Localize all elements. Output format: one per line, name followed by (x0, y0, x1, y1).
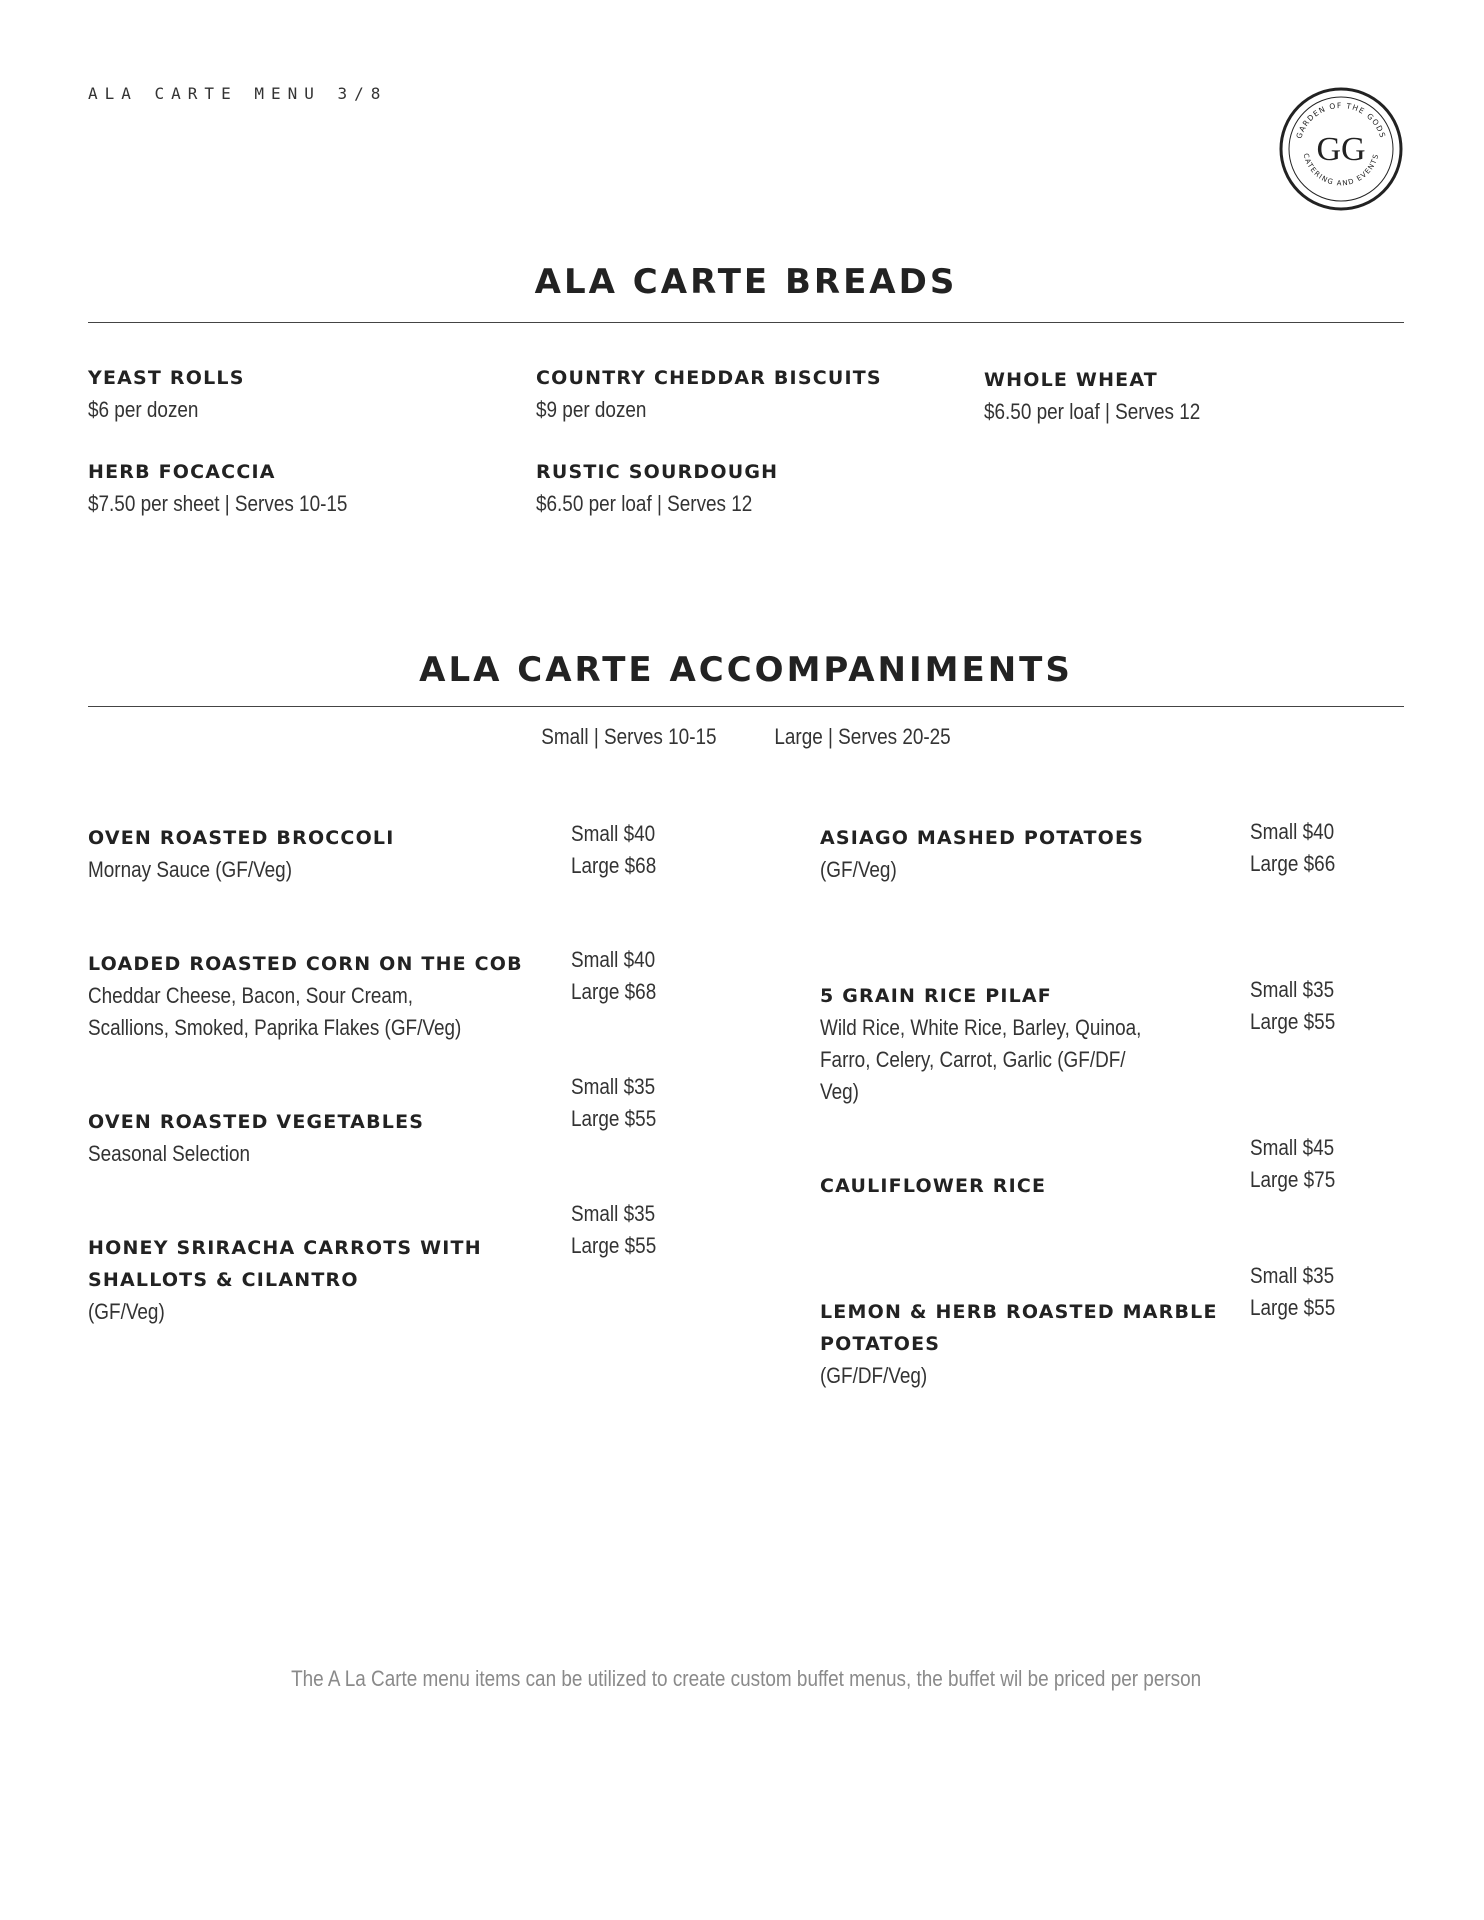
item-name: LEMON & HERB ROASTED MARBLE (820, 1301, 1218, 1323)
item-prices (571, 944, 670, 1008)
item-name: POTATOES (820, 1333, 941, 1355)
bread-item (88, 362, 245, 426)
menu-item (88, 1232, 482, 1328)
logo-ring-top: GARDEN OF THE GODS (1294, 100, 1388, 140)
page-label: ALA CARTE MENU 3/8 (88, 84, 388, 103)
price-large: Large $55 (1250, 1295, 1336, 1320)
footer-note-text: The A La Carte menu items can be utilized to create custom buffet menus, the buffet wil be priced per person (290, 1666, 1202, 1691)
item-desc: (GF/Veg) (88, 1299, 165, 1324)
price-small: Small $35 (571, 1201, 656, 1226)
breads-title: ALA CARTE BREADS (534, 262, 958, 302)
item-name: 5 GRAIN RICE PILAF (820, 985, 1052, 1007)
item-name: CAULIFLOWER RICE (820, 1175, 1047, 1197)
bread-price: $6.50 per loaf | Serves 12 (536, 491, 753, 516)
bread-item (984, 364, 1236, 428)
size-small-note: Small | Serves 10-15 (540, 724, 717, 749)
item-prices (571, 1071, 670, 1135)
logo-seal-icon (1278, 86, 1404, 212)
bread-name: HERB FOCACCIA (88, 461, 276, 483)
menu-item (820, 1296, 1218, 1392)
bread-name: RUSTIC SOURDOUGH (536, 461, 779, 483)
item-desc: Seasonal Selection (88, 1141, 250, 1166)
item-name: ASIAGO MASHED POTATOES (820, 827, 1145, 849)
price-large: Large $66 (1250, 851, 1336, 876)
price-large: Large $68 (571, 853, 657, 878)
item-name: LOADED ROASTED CORN ON THE COB (88, 953, 523, 975)
price-large: Large $55 (571, 1233, 657, 1258)
menu-item (88, 822, 395, 886)
item-name: OVEN ROASTED BROCCOLI (88, 827, 395, 849)
bread-item (88, 456, 390, 520)
price-small: Small $40 (571, 947, 656, 972)
breads-divider (88, 322, 1404, 323)
bread-name: WHOLE WHEAT (984, 369, 1158, 391)
price-small: Small $40 (1250, 819, 1335, 844)
price-large: Large $75 (1250, 1167, 1336, 1192)
bread-name: COUNTRY CHEDDAR BISCUITS (536, 367, 882, 389)
item-desc: Scallions, Smoked, Paprika Flakes (GF/Veg) (88, 1015, 462, 1040)
item-desc: Mornay Sauce (GF/Veg) (88, 857, 293, 882)
item-prices (1250, 1260, 1349, 1324)
item-prices (571, 1198, 670, 1262)
price-large: Large $68 (571, 979, 657, 1004)
menu-item (820, 980, 1194, 1108)
price-small: Small $35 (1250, 1263, 1335, 1288)
bread-price: $6 per dozen (88, 397, 199, 422)
menu-item (88, 1106, 424, 1170)
item-prices (1250, 974, 1349, 1038)
item-desc: Farro, Celery, Carrot, Garlic (GF/DF/ (820, 1047, 1126, 1072)
price-large: Large $55 (571, 1106, 657, 1131)
bread-price: $7.50 per sheet | Serves 10-15 (88, 491, 348, 516)
bread-price: $9 per dozen (536, 397, 647, 422)
logo-ring-bottom: CATERING AND EVENTS (1301, 152, 1381, 188)
item-name: SHALLOTS & CILANTRO (88, 1269, 359, 1291)
logo-monogram: GG (1316, 131, 1366, 168)
item-prices (1250, 1132, 1349, 1196)
item-desc: Cheddar Cheese, Bacon, Sour Cream, (88, 983, 413, 1008)
price-small: Small $45 (1250, 1135, 1335, 1160)
accompaniments-title: ALA CARTE ACCOMPANIMENTS (419, 650, 1073, 690)
bread-item (536, 362, 882, 426)
price-large: Large $55 (1250, 1009, 1336, 1034)
item-name: OVEN ROASTED VEGETABLES (88, 1111, 425, 1133)
footer-note (88, 1666, 1404, 1692)
item-name: HONEY SRIRACHA CARROTS WITH (88, 1237, 482, 1259)
item-desc: Wild Rice, White Rice, Barley, Quinoa, (820, 1015, 1142, 1040)
item-prices (571, 818, 670, 882)
price-small: Small $35 (571, 1074, 656, 1099)
menu-item (820, 822, 1144, 886)
item-prices (1250, 816, 1349, 880)
price-small: Small $40 (571, 821, 656, 846)
item-desc: (GF/Veg) (820, 857, 897, 882)
item-desc: (GF/DF/Veg) (820, 1363, 928, 1388)
bread-item (536, 456, 788, 520)
item-desc: Veg) (820, 1079, 859, 1104)
logo (1278, 86, 1404, 212)
bread-name: YEAST ROLLS (88, 367, 245, 389)
accompaniments-divider (88, 706, 1404, 707)
size-legend (88, 724, 1404, 750)
bread-price: $6.50 per loaf | Serves 12 (984, 399, 1201, 424)
menu-item (88, 948, 523, 1044)
price-small: Small $35 (1250, 977, 1335, 1002)
size-large-note: Large | Serves 20-25 (774, 724, 952, 749)
menu-item (820, 1170, 1046, 1202)
